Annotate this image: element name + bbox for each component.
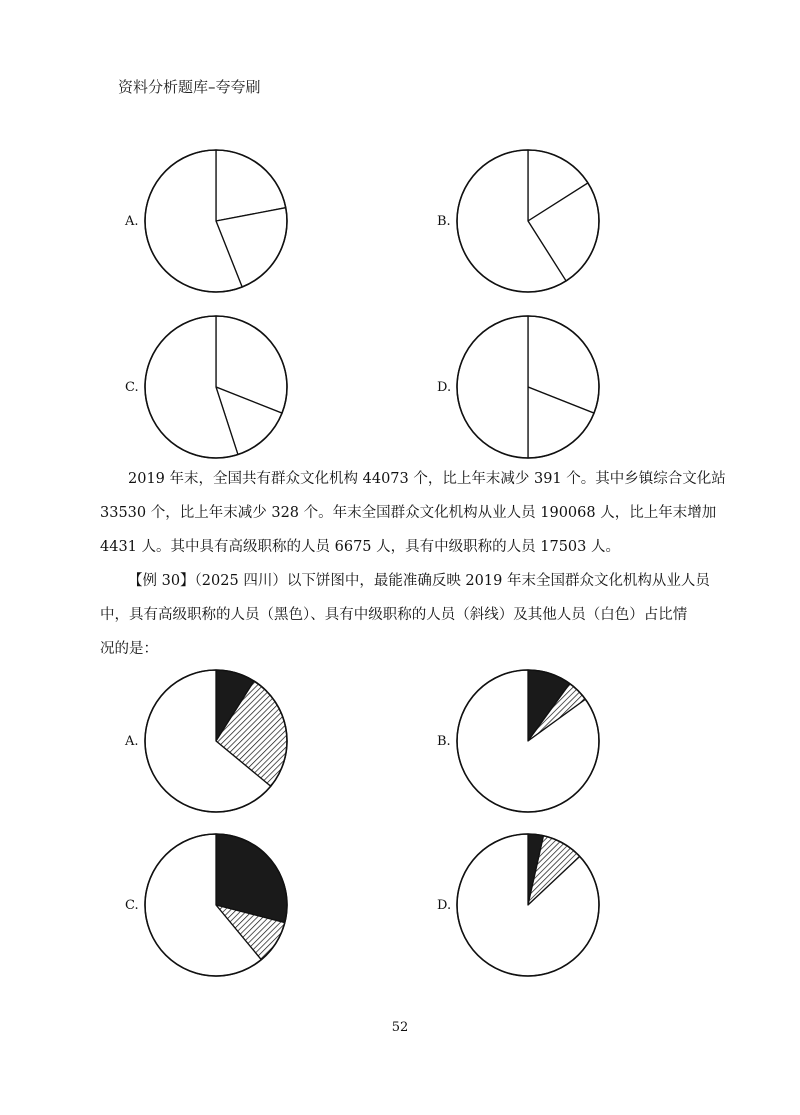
- page-header: 资料分析题库–夸夸刷: [118, 78, 261, 96]
- pie-slice-other-3: [457, 316, 528, 458]
- paragraph-line: 33530 个，比上年末减少 328 个。年末全国群众文化机构从业人员 190068 人，比上年末增加: [100, 505, 717, 521]
- option-d[interactable]: [437, 834, 607, 984]
- option-prev-b[interactable]: [437, 150, 607, 300]
- data-paragraph: [100, 462, 726, 564]
- option-a[interactable]: [125, 670, 285, 820]
- question-line: 中，具有高级职称的人员（黑色）、具有中级职称的人员（斜线）及其他人员（白色）占比情: [100, 607, 688, 623]
- paragraph-line: 2019 年末，全国共有群众文化机构 44073 个，比上年末减少 391 个。其中乡镇综合文化站: [128, 471, 726, 487]
- option-label: D.: [437, 898, 452, 913]
- option-label: B.: [437, 734, 451, 749]
- option-label: D.: [437, 380, 452, 395]
- question-text: [100, 564, 710, 666]
- pie-chart: [125, 316, 285, 466]
- pie-chart: [125, 834, 285, 984]
- option-label: C.: [125, 380, 139, 395]
- pie-chart: [125, 670, 285, 820]
- question-line: 【例 30】（2025 四川）以下饼图中，最能准确反映 2019 年末全国群众文化机构从业人员: [128, 573, 710, 589]
- pie-chart: [437, 834, 607, 984]
- option-prev-c[interactable]: [125, 316, 285, 466]
- page-number: 52: [391, 1020, 409, 1035]
- option-label: B.: [437, 214, 451, 229]
- pie-chart: [437, 150, 607, 300]
- pie-chart: [125, 150, 285, 300]
- option-b[interactable]: [437, 670, 607, 820]
- option-label: C.: [125, 898, 139, 913]
- option-label: A.: [125, 734, 139, 749]
- pie-chart: [437, 316, 607, 466]
- paragraph-line: 4431 人。其中具有高级职称的人员 6675 人，具有中级职称的人员 17503 人。: [100, 539, 620, 555]
- option-c[interactable]: [125, 834, 285, 984]
- option-label: A.: [125, 214, 139, 229]
- question-line: 况的是：: [100, 641, 158, 657]
- option-prev-a[interactable]: [125, 150, 285, 300]
- option-prev-d[interactable]: [437, 316, 607, 466]
- pie-chart: [437, 670, 607, 820]
